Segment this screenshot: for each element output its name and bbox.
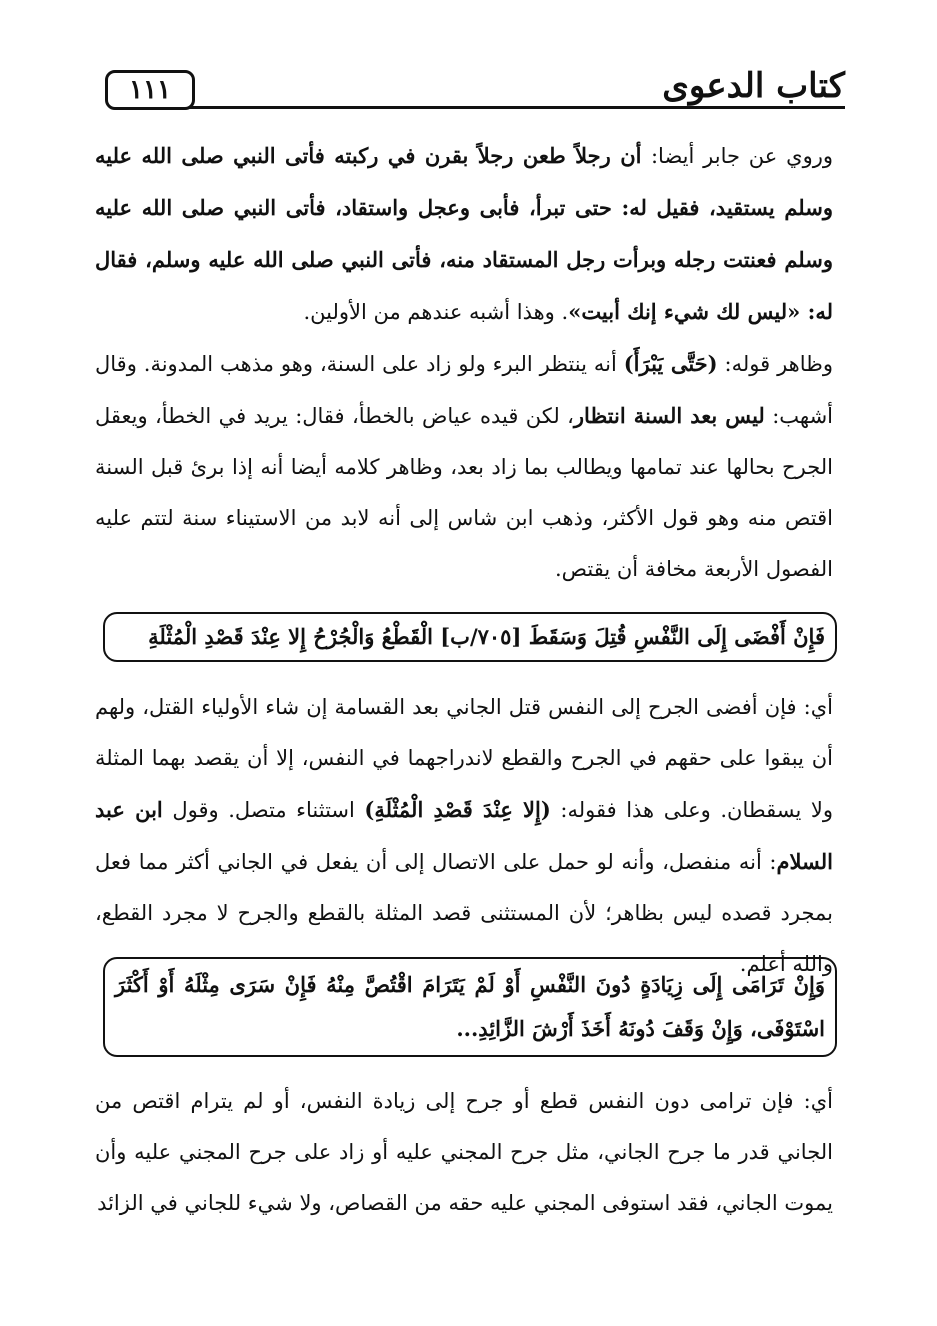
paragraph-commentary-3: أي: فإن ترامى دون النفس قطع أو جرح إلى زيادة النفس، أو لم يترام اقتص من الجاني قدر ما جرح الجاني، مثل جرح المجني عليه أو زاد على جرح المجني عليه وأن يموت الجاني، فقد استوفى المجني عليه حقه من القصاص، ولا شيء للجاني في الزائد	[95, 1089, 833, 1215]
paragraph-commentary-1	[95, 338, 833, 595]
ibn-abd-salam-name: ابن عبد السلام	[95, 797, 833, 874]
paragraph-commentary-2	[95, 682, 833, 990]
paragraph-commentary-1-lead: وظاهر قوله:	[717, 352, 833, 376]
paragraph-commentary-2-tail: : أنه منفصل، وأنه لو حمل على الاتصال إلى أن يفعل في الجاني أكثر مما فعل بمجرد قصده ليس بظاهر؛ لأن المستثنى قصد المثلة بالقطع والجرح لا مجرد القطع، والله أعلم.	[95, 850, 833, 976]
matn-box-2: وَإِنْ تَرَامَى إِلَى زِيَادَةٍ دُونَ النَّفْسِ أَوْ لَمْ يَتَرَامَ اقْتُصَّ مِنْهُ فَإِنْ سَرَى مِثْلَهُ أَوْ أَكْثَرَ اسْتَوْفَى، وَإِنْ وَقَفَ دُونَهُ أَخَذَ أَرْشَ الزَّائِدِ...	[103, 957, 837, 1057]
page-header	[105, 62, 845, 122]
paragraph-commentary-1-tail: ، لكن قيده عياض بالخطأ، فقال: يريد في الخطأ، ويعقل الجرح بحالها عند تمامها ويطالب بما زاد بعد، وظاهر كلامه أيضا أنه إذا برئ قبل السنة اقتص منه وهو قول الأكثر، وذهب ابن شاس إلى أنه لابد من الاستيناء سنة لتتم عليه الفصول الأربعة مخافة أن يقتص.	[95, 404, 833, 581]
paragraph-jaber	[95, 130, 833, 338]
matn-box-1: فَإِنْ أَفْضَى إِلَى النَّفْسِ قُتِلَ وَسَقَطَ [٧٠٥/ب] الْقَطْعُ وَالْجُرْحُ إِلا عِنْدَ قَصْدِ الْمُثْلَةِ	[103, 612, 837, 662]
quoted-text-illa-inda: (إِلا عِنْدَ قَصْدِ الْمُثْلَةِ)	[364, 797, 551, 822]
paragraph-jaber-hadith: أن رجلاً طعن رجلاً بقرن في ركبته فأتى النبي صلى الله عليه وسلم يستقيد، فقيل له: حتى تبرأ، فأبى وعجل واستقاد، فأتى النبي صلى الله عليه وسلم فعنتت رجله وبرأت رجل المستقاد منه، فأتى النبي صلى الله عليه وسلم، فقال له: «ليس لك شيء إنك أبيت»	[95, 143, 833, 324]
quoted-text-hatta-yabra: (حَتَّى يَبْرَأَ)	[623, 351, 718, 376]
page-number: ١١١	[105, 70, 195, 110]
header-rule	[189, 106, 845, 109]
paragraph-commentary-1-mid: أنه ينتظر البرء ولو زاد على السنة، وهو مذهب المدونة. وقال أشهب:	[95, 352, 833, 428]
book-title: كتاب الدعوى	[662, 66, 845, 106]
paragraph-commentary-2-mid: استثناء متصل. وقول	[162, 798, 365, 822]
paragraph-commentary-2-lead: أي: فإن أفضى الجرح إلى النفس قتل الجاني بعد القسامة إن شاء الأولياء القتل، ولهم أن يبقوا على حقهم في الجرح والقطع لاندراجهما في النفس، إلا أن يقصد بهما المثلة ولا يسقطان. وعلى هذا فقوله:	[95, 695, 833, 822]
paragraph-jaber-tail: . وهذا أشبه عندهم من الأولين.	[303, 300, 569, 324]
paragraph-jaber-lead: وروي عن جابر أيضا:	[650, 144, 833, 168]
ashhab-quote: ليس بعد السنة انتظار	[573, 403, 765, 428]
